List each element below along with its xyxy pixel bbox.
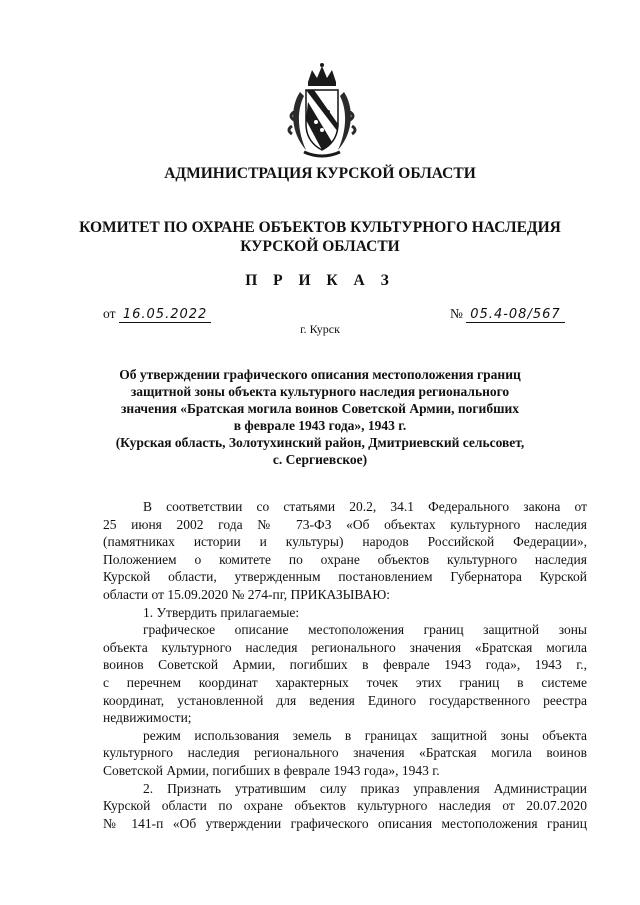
number-prefix: № bbox=[450, 306, 463, 321]
body-line: области от 15.09.2020 № 274-пг, ПРИКАЗЫВАЮ: bbox=[103, 586, 390, 602]
body-line: графическое описание местоположения границ защитной зоны bbox=[143, 622, 587, 638]
date-prefix: от bbox=[103, 306, 116, 321]
order-title bbox=[100, 366, 540, 468]
body-line: с перечнем координат характерных точек этих границ в системе bbox=[103, 674, 587, 690]
body-line: В соответствии со статьями 20.2, 34.1 Федерального закона от bbox=[143, 499, 587, 514]
body-line: № 141-п «Об утверждении графического описания местоположения границ bbox=[103, 815, 587, 831]
body-line: объекта культурного наследия регионального значения «Братская могила bbox=[103, 639, 587, 655]
document-type-heading: П Р И К А З bbox=[245, 272, 395, 289]
body-line: 2. Признать утратившим силу приказ управления Администрации bbox=[143, 780, 587, 796]
body-line: культурного наследия регионального значения «Братская могила воинов bbox=[103, 745, 587, 761]
city-label: г. Курск bbox=[300, 322, 340, 336]
committee-line-1: КОМИТЕТ ПО ОХРАНЕ ОБЪЕКТОВ КУЛЬТУРНОГО НАСЛЕДИЯ bbox=[79, 219, 561, 236]
body-line: Курской области, утвержденным постановлением Губернатора Курской bbox=[103, 569, 587, 585]
body-line: координат, установленной для ведения Единого государственного реестра bbox=[103, 692, 587, 708]
administration-heading: АДМИНИСТРАЦИЯ КУРСКОЙ ОБЛАСТИ bbox=[164, 165, 476, 182]
body-line: режим использования земель в границах защитной зоны объекта bbox=[143, 727, 587, 743]
title-line: Об утверждении графического описания местоположения границ bbox=[119, 367, 521, 382]
body-line: Положением о комитете по охране объектов культурного наследия bbox=[103, 551, 587, 567]
title-line: значения «Братская могила воинов Советской Армии, погибших bbox=[121, 401, 519, 416]
order-number bbox=[450, 306, 565, 323]
title-line: с. Сергиевское) bbox=[272, 452, 368, 467]
body-line: 25 июня 2002 года № 73-ФЗ «Об объектах культурного наследия bbox=[103, 516, 587, 532]
body-line: Курской области по охране объектов культурного наследия от 20.07.2020 bbox=[103, 798, 587, 814]
title-line: (Курская область, Золотухинский район, Дмитриевский сельсовет, bbox=[115, 435, 525, 450]
committee-line-2: КУРСКОЙ ОБЛАСТИ bbox=[240, 238, 400, 255]
title-line: в феврале 1943 года», 1943 г. bbox=[233, 418, 407, 433]
title-line: защитной зоны объекта культурного наследия регионального bbox=[130, 384, 510, 399]
order-body bbox=[103, 498, 587, 832]
date-value: 16.05.2022 bbox=[119, 307, 211, 323]
body-line: Советской Армии, погибших в феврале 1943 года», 1943 г. bbox=[103, 762, 440, 778]
body-line: воинов Советской Армии, погибших в феврале 1943 года», 1943 г., bbox=[103, 657, 587, 673]
order-date bbox=[103, 306, 211, 323]
body-line: 1. Утвердить прилагаемые: bbox=[143, 604, 300, 620]
number-value: 05.4-08/567 bbox=[466, 307, 564, 323]
body-line: (памятниках истории и культуры) народов Российской Федерации», bbox=[103, 534, 587, 550]
body-line: недвижимости; bbox=[103, 710, 192, 726]
coat-of-arms-emblem bbox=[286, 62, 358, 160]
committee-heading bbox=[0, 218, 640, 256]
